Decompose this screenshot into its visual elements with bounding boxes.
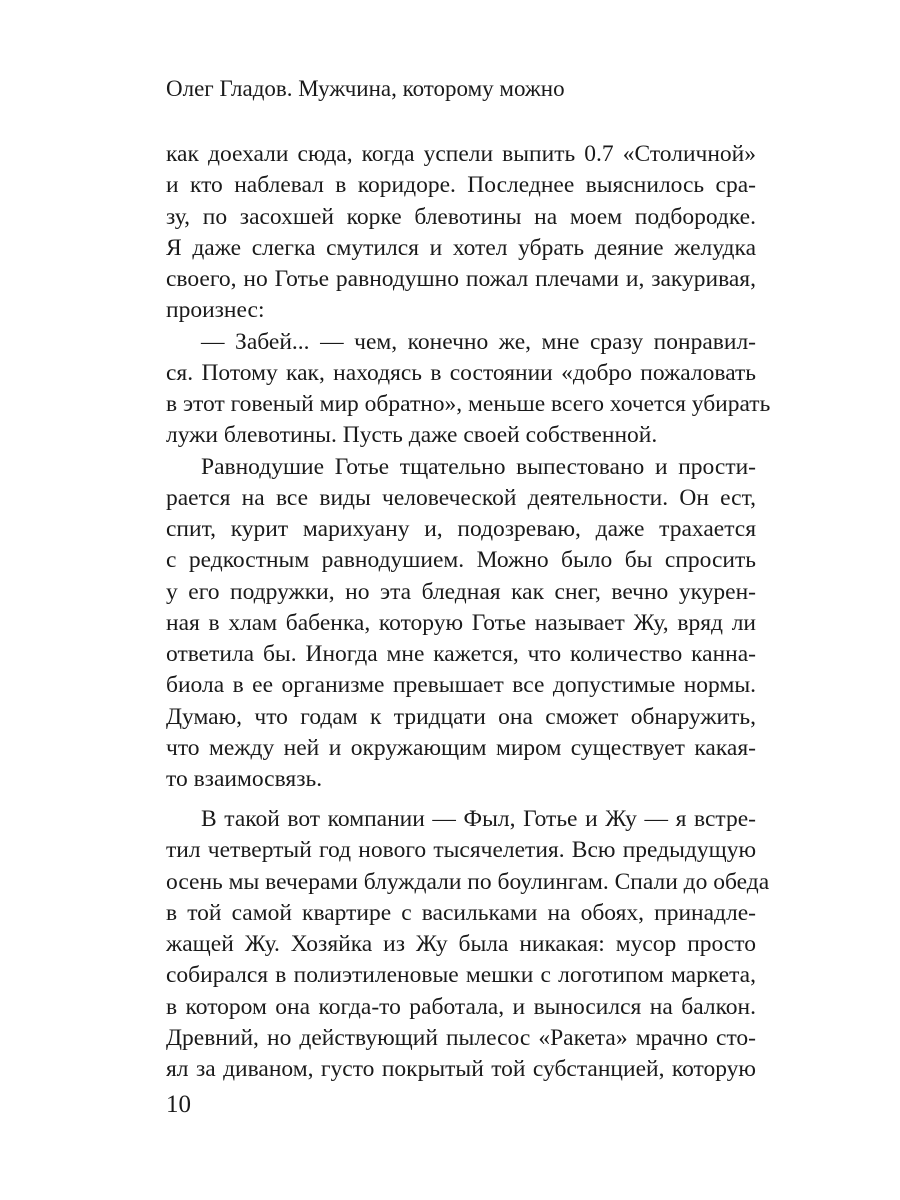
page-number: 10 xyxy=(166,1091,191,1118)
text-line: как доехали сюда, когда успели выпить 0.7 «Столичной» xyxy=(166,141,756,167)
text-line: Думаю, что годам к тридцати она сможет обнаружить, xyxy=(166,703,756,730)
text-line: спит, курит марихуану и, подозреваю, даже трахается xyxy=(166,516,756,542)
text-line: в этот говеный мир обратно», меньше всего хочется убирать xyxy=(166,391,771,417)
text-line: зу, по засохшей корке блевотины на моем подбородке. xyxy=(166,203,756,230)
text-line: В такой вот компании — Фыл, Готье и Жу — я встре- xyxy=(201,806,756,832)
text-line: ял за диваном, густо покрытый той субстанцией, которую xyxy=(166,1056,756,1082)
text-line: рается на все виды человеческой деятельности. Он ест, xyxy=(166,484,756,511)
text-line: произнес: xyxy=(166,297,265,324)
text-line: с редкостным равнодушием. Можно было бы спросить xyxy=(166,547,756,574)
text-line: у его подружки, но эта бледная как снег, вечно укурен- xyxy=(166,578,756,605)
text-line: — Забей... — чем, конечно же, мне сразу понравил- xyxy=(201,328,756,355)
text-line: Древний, но действующий пылесос «Ракета» мрачно сто- xyxy=(166,1024,756,1051)
text-line: то взаимосвязь. xyxy=(166,766,323,792)
text-line: жащей Жу. Хозяйка из Жу была никакая: мусор просто xyxy=(166,931,756,957)
text-line: что между ней и окружающим миром существует какая- xyxy=(166,734,756,761)
text-line: и кто наблевал в коридоре. Последнее выяснилось сра- xyxy=(166,172,756,199)
text-line: лужи блевотины. Пусть даже своей собственной. xyxy=(166,422,658,449)
text-line: Я даже слегка смутился и хотел убрать деяние желудка xyxy=(166,234,756,261)
text-line: осень мы вечерами блуждали по боулингам. Спали до обеда xyxy=(166,868,770,895)
text-line: в той самой квартире с васильками на обоях, принадле- xyxy=(166,899,756,926)
text-block-2 xyxy=(166,804,770,1085)
running-title: Олег Гладов. Мужчина, которому можно xyxy=(166,76,565,101)
text-line: в котором она когда-то работала, и выносился на балкон. xyxy=(166,993,756,1020)
text-line: биола в ее организме превышает все допустимые нормы. xyxy=(166,672,756,699)
text-line: ответила бы. Иногда мне кажется, что количество канна- xyxy=(166,641,756,667)
text-line: Равнодушие Готье тщательно выпестовано и прости- xyxy=(201,453,756,480)
text-line: своего, но Готье равнодушно пожал плечами и, закуривая, xyxy=(166,266,756,292)
text-line: собирался в полиэтиленовые мешки с логотипом маркета, xyxy=(166,962,756,989)
text-block-1 xyxy=(166,139,771,795)
text-line: ная в хлам бабенка, которую Готье называет Жу, вряд ли xyxy=(166,609,756,636)
text-line: ся. Потому как, находясь в состоянии «добро пожаловать xyxy=(166,359,756,386)
text-line: тил четвертый год нового тысячелетия. Всю предыдущую xyxy=(166,837,756,864)
